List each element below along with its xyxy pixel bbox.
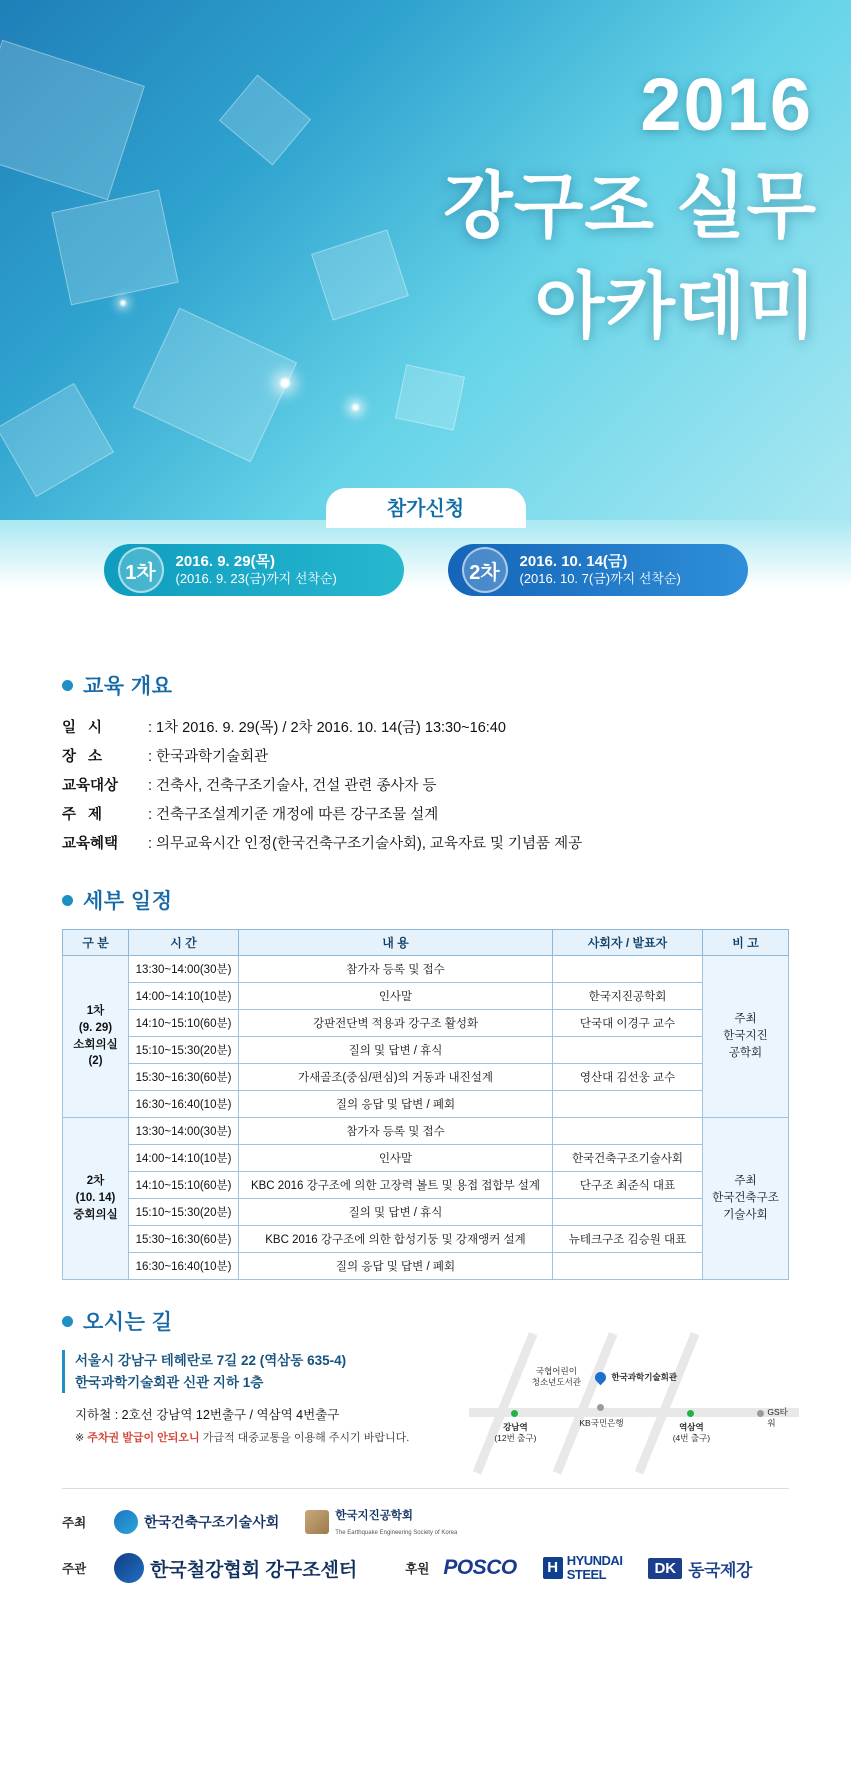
hero-title-line1: 강구조 실무	[443, 167, 817, 247]
table-row	[63, 1145, 789, 1172]
table-header-row	[63, 930, 789, 956]
table-row	[63, 1253, 789, 1280]
overview-row	[62, 830, 789, 859]
host-line: 한국지진	[723, 1030, 768, 1043]
decorative-polygon	[51, 190, 178, 306]
hyundai-logo-text	[567, 1554, 623, 1581]
table-row	[63, 1172, 789, 1199]
speaker-cell: 한국건축구조기술사회	[553, 1145, 703, 1172]
bullet-dot-icon	[62, 1316, 73, 1327]
overview-row	[62, 772, 789, 801]
speaker-cell: 뉴테크구조 김승원 대표	[553, 1226, 703, 1253]
supporter-logo-dongkuk	[648, 1556, 751, 1581]
speaker-cell: 단국대 이경구 교수	[553, 1010, 703, 1037]
sponsors-footer	[0, 1489, 851, 1583]
host-line: 기술사회	[723, 1208, 768, 1221]
note-rest: 가급적 대중교통을 이용해 주시기 바랍니다.	[199, 1432, 410, 1445]
decorative-polygon	[311, 229, 409, 320]
content-cell: 인사말	[239, 1145, 553, 1172]
overview-list	[62, 714, 789, 859]
hyundai-line-1: HYUNDAI	[566, 1553, 623, 1569]
map-label-youth-center: 국협어린이 청소년도서관	[531, 1366, 582, 1387]
table-header-cell: 구 분	[63, 930, 129, 956]
supporter-logo-posco	[443, 1556, 516, 1580]
map-label-gs-tower: GS타워	[767, 1407, 788, 1428]
dongkuk-mark-icon: DK	[648, 1558, 682, 1579]
time-cell: 14:10~15:10(60분)	[129, 1010, 239, 1037]
time-cell: 14:00~14:10(10분)	[129, 1145, 239, 1172]
host-line: 주최	[734, 1013, 757, 1026]
table-header-cell: 사회자 / 발표자	[553, 930, 703, 956]
map-label-venue: 한국과학기술회관	[611, 1372, 678, 1382]
group-label-cell	[63, 956, 129, 1118]
hero-banner	[0, 0, 851, 520]
hyundai-line-2: STEEL	[566, 1567, 607, 1582]
time-cell: 16:30~16:40(10분)	[129, 1091, 239, 1118]
host-line: 한국건축구조	[712, 1192, 779, 1205]
speaker-cell: 영산대 김선웅 교수	[553, 1064, 703, 1091]
decorative-polygon	[395, 364, 465, 430]
overview-label: 일 시	[62, 720, 107, 736]
round-date: 2016. 9. 29(목)	[175, 552, 276, 570]
address-line-2: 한국과학기술회관 신관 지하 1층	[75, 1374, 264, 1390]
directions-section-header	[62, 1306, 789, 1336]
apply-tab-label: 참가신청	[326, 488, 526, 528]
group-line: (9. 29)	[78, 1021, 113, 1034]
overview-value: : 의무교육시간 인정(한국건축구조기술사회), 교육자료 및 기념품 제공	[148, 836, 583, 852]
table-header-cell: 시 간	[129, 930, 239, 956]
content-cell: 참가자 등록 및 접수	[239, 1118, 553, 1145]
group-line: 1차	[86, 1005, 105, 1018]
location-map	[469, 1352, 789, 1462]
host-line: 주최	[734, 1175, 757, 1188]
time-cell: 15:10~15:30(20분)	[129, 1037, 239, 1064]
speaker-cell: 단구조 최준식 대표	[553, 1172, 703, 1199]
decorative-polygon	[0, 40, 145, 200]
time-cell: 14:10~15:10(60분)	[129, 1172, 239, 1199]
host-logo-text: 한국지진공학회	[335, 1510, 414, 1522]
map-road-diagonal	[473, 1332, 538, 1474]
note-prefix: ※	[75, 1432, 88, 1445]
schedule-section-title: 세부 일정	[83, 890, 173, 913]
table-row	[63, 1037, 789, 1064]
posco-logo-text: POSCO	[443, 1556, 517, 1579]
content-cell: 질의 및 답변 / 휴식	[239, 1199, 553, 1226]
round-date: 2016. 10. 14(금)	[519, 552, 628, 570]
round-badge: 2차	[462, 547, 508, 593]
decorative-glow	[352, 404, 359, 411]
overview-section-title: 교육 개요	[83, 675, 173, 698]
table-row	[63, 1091, 789, 1118]
speaker-cell	[553, 1091, 703, 1118]
overview-value: : 건축사, 건축구조기술사, 건설 관련 종사자 등	[148, 778, 437, 794]
overview-label: 교육혜택	[62, 836, 119, 852]
map-label-kb-bank: KB국민은행	[579, 1418, 624, 1428]
speaker-cell	[553, 1253, 703, 1280]
group-label-cell	[63, 1118, 129, 1280]
group-line: (10. 14)	[75, 1192, 116, 1205]
round-item-1[interactable]	[104, 544, 404, 596]
address-line-1: 서울시 강남구 테헤란로 7길 22 (역삼동 635-4)	[75, 1353, 347, 1368]
content-area	[0, 630, 851, 1489]
directions-body	[62, 1350, 789, 1462]
hyundai-h-icon: H	[543, 1557, 563, 1579]
table-row	[63, 956, 789, 983]
content-cell: 가새골조(중심/편심)의 거동과 내진설계	[239, 1064, 553, 1091]
bullet-dot-icon	[62, 680, 73, 691]
time-cell: 15:10~15:30(20분)	[129, 1199, 239, 1226]
organizer-row	[62, 1553, 789, 1583]
organizer-logo	[114, 1553, 357, 1583]
decorative-polygon	[0, 383, 114, 497]
hero-year: 2016	[640, 63, 813, 146]
host-logo-subtext: The Earthquake Engineering Society of Korea	[335, 1530, 458, 1536]
content-cell: KBC 2016 강구조에 의한 고장력 볼트 및 용접 접합부 설계	[239, 1172, 553, 1199]
host-logo-2	[305, 1507, 457, 1537]
table-header-cell: 내 용	[239, 930, 553, 956]
round-deadline: (2016. 9. 23(금)까지 선착순)	[175, 571, 337, 587]
hero-title-line2: 아카데미	[534, 267, 817, 347]
round-list	[0, 544, 851, 596]
time-cell: 15:30~16:30(60분)	[129, 1226, 239, 1253]
apply-section	[0, 498, 851, 630]
overview-row	[62, 801, 789, 830]
time-cell: 16:30~16:40(10분)	[129, 1253, 239, 1280]
directions-section-title: 오시는 길	[83, 1311, 173, 1334]
map-label-gangnam-station: 강남역	[503, 1422, 528, 1432]
map-road-diagonal	[635, 1332, 700, 1474]
round-deadline: (2016. 10. 7(금)까지 선착순)	[519, 571, 681, 587]
time-cell: 15:30~16:30(60분)	[129, 1064, 239, 1091]
overview-label: 교육대상	[62, 778, 119, 794]
time-cell: 13:30~14:00(30분)	[129, 956, 239, 983]
host-line: 공학회	[728, 1046, 763, 1059]
organizer-logo-mark-icon	[114, 1553, 144, 1583]
map-label-yeoksam-exit: (4번 출구)	[672, 1433, 711, 1443]
overview-value: : 한국과학기술회관	[148, 749, 269, 765]
content-cell: 강판전단벽 적용과 강구조 활성화	[239, 1010, 553, 1037]
schedule-table	[62, 929, 789, 1280]
group-line: 2차	[86, 1175, 105, 1188]
overview-label: 주 제	[62, 807, 107, 823]
table-row	[63, 1199, 789, 1226]
map-label-gangnam-exit: (12번 출구)	[494, 1433, 537, 1443]
speaker-cell: 한국지진공학회	[553, 983, 703, 1010]
organizer-label: 주관	[62, 1562, 87, 1576]
table-header-cell: 비 고	[703, 930, 789, 956]
host-logo-mark-icon	[114, 1510, 138, 1534]
speaker-cell	[553, 956, 703, 983]
overview-value: : 1차 2016. 9. 29(목) / 2차 2016. 10. 14(금) 13:30~16:40	[148, 720, 506, 736]
host-cell	[703, 956, 789, 1118]
content-cell: 참가자 등록 및 접수	[239, 956, 553, 983]
speaker-cell	[553, 1037, 703, 1064]
speaker-cell	[553, 1118, 703, 1145]
table-row	[63, 1118, 789, 1145]
table-row	[63, 1064, 789, 1091]
decorative-polygon	[219, 75, 311, 166]
decorative-polygon	[133, 308, 297, 463]
map-road-diagonal	[553, 1332, 618, 1474]
schedule-table-body	[63, 956, 789, 1280]
bullet-dot-icon	[62, 895, 73, 906]
support-label: 후원	[405, 1562, 430, 1576]
host-cell	[703, 1118, 789, 1280]
host-logo-mark-icon	[305, 1510, 329, 1534]
host-label: 주최	[62, 1516, 87, 1530]
subway-info: 지하철 : 2호선 강남역 12번출구 / 역삼역 4번출구	[75, 1408, 340, 1423]
group-line: 소회의실(2)	[73, 1038, 118, 1068]
decorative-glow	[120, 300, 126, 306]
directions-text	[62, 1350, 449, 1462]
overview-value: : 건축구조설계기준 개정에 따른 강구조물 설계	[148, 807, 439, 823]
content-cell: 질의 및 답변 / 휴식	[239, 1037, 553, 1064]
host-logo-1	[114, 1510, 279, 1534]
organizer-logo-text: 한국철강협회 강구조센터	[150, 1559, 358, 1581]
supporter-logo-hyundai-steel	[543, 1554, 623, 1581]
overview-row	[62, 743, 789, 772]
group-line: 중회의실	[73, 1208, 118, 1221]
note-bold: 주차권 발급이 안되오니	[87, 1432, 200, 1445]
content-cell: 질의 응답 및 답변 / 폐회	[239, 1091, 553, 1118]
table-row	[63, 1010, 789, 1037]
table-row	[63, 1226, 789, 1253]
round-item-2[interactable]	[448, 544, 748, 596]
venue-address	[62, 1350, 449, 1393]
host-logo-text: 한국건축구조기술사회	[144, 1514, 280, 1530]
speaker-cell	[553, 1199, 703, 1226]
schedule-section-header	[62, 885, 789, 915]
overview-section-header	[62, 670, 789, 700]
content-cell: 질의 응답 및 답변 / 폐회	[239, 1253, 553, 1280]
content-cell: 인사말	[239, 983, 553, 1010]
content-cell: KBC 2016 강구조에 의한 합성기둥 및 강재앵커 설계	[239, 1226, 553, 1253]
table-row	[63, 983, 789, 1010]
dongkuk-logo-text: 동국제강	[688, 1560, 752, 1580]
decorative-glow	[280, 378, 290, 388]
map-label-yeoksam-station: 역삼역	[679, 1422, 704, 1432]
overview-row	[62, 714, 789, 743]
time-cell: 14:00~14:10(10분)	[129, 983, 239, 1010]
parking-note	[62, 1429, 449, 1445]
round-badge: 1차	[118, 547, 164, 593]
time-cell: 13:30~14:00(30분)	[129, 1118, 239, 1145]
map-road-horizontal	[469, 1408, 799, 1417]
host-row	[62, 1507, 789, 1537]
overview-label: 장 소	[62, 749, 107, 765]
